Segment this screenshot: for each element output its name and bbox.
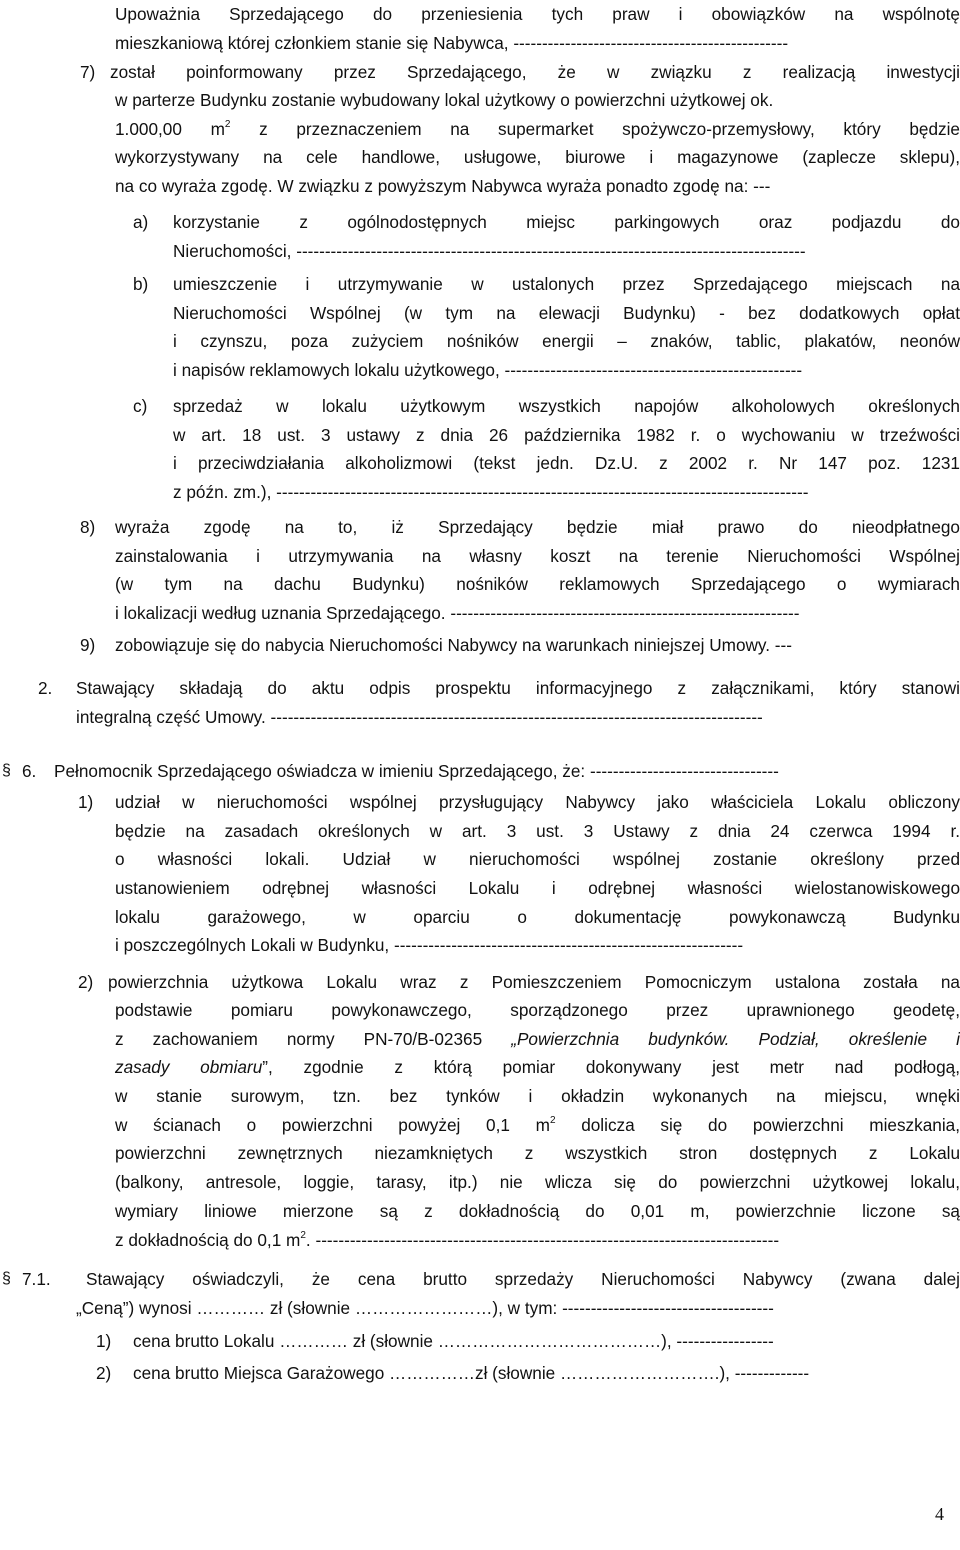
text-line: Stawający oświadczyli, że cena brutto sprzedaży Nieruchomości Nabywcy (zwana dalej (86, 1269, 960, 1289)
text-line: z zachowaniem normy PN-70/B-02365 „Powierzchnia budynków. Podział, określenie i (115, 1028, 960, 1049)
sub-item-a (133, 208, 960, 265)
text-line: Pełnomocnik Sprzedającego oświadcza w imieniu Sprzedającego, że: --------------------------------- (54, 761, 779, 781)
sub-item-c (133, 392, 960, 507)
section-number: 6. (22, 761, 37, 781)
section-6-item-2-body (115, 996, 960, 1254)
sub-item-label: a) (133, 212, 149, 232)
section-7-1 (22, 1265, 960, 1294)
text-line: o własności lokali. Udział w nieruchomości wspólnej zostanie określony przed (115, 849, 960, 870)
text-line: został poinformowany przez Sprzedającego, że w związku z realizacją inwestycji (110, 62, 960, 82)
text-line: zobowiązuje się do nabycia Nieruchomości Nabywcy na warunkach niniejszej Umowy. --- (115, 635, 792, 655)
section-7-1-body (76, 1294, 960, 1323)
page-number: 4 (935, 1504, 944, 1524)
item-number: 9) (80, 635, 96, 655)
text-line: mieszkaniową której członkiem stanie się Nabywca, ------------------------------------------------ (115, 32, 789, 53)
text-line: zainstalowania i utrzymywania na własny koszt na terenie Nieruchomości Wspólnej (115, 545, 960, 566)
text-line: z późn. zm.), --------------------------------------------------------------------------------------------- (173, 482, 809, 503)
section-number: 7.1. (22, 1269, 51, 1289)
paragraph-2 (38, 674, 960, 731)
item-number: 2) (96, 1363, 112, 1383)
text-line: w parterze Budynku zostanie wybudowany lokal użytkowy o powierzchni użytkowej ok. (115, 90, 774, 110)
list-item-9 (80, 631, 960, 660)
text-line: sprzedaż w lokalu użytkowym wszystkich napojów alkoholowych określonych (173, 396, 960, 416)
text-line: integralną część Umowy. -------------------------------------------------------------------------------------- (76, 706, 763, 727)
section-6 (22, 757, 960, 786)
item-number: 8) (80, 517, 96, 537)
text-line: ustanowieniem odrębnej własności Lokalu i odrębnej własności wielostanowiskowego (115, 878, 960, 899)
section-mark: § (2, 1270, 11, 1287)
section-mark: § (2, 762, 11, 779)
text-line: udział w nieruchomości wspólnej przysługujący Nabywcy jako właściciela Lokalu obliczony (115, 792, 960, 812)
text-line: korzystanie z ogólnodostępnych miejsc parkingowych oraz podjazdu do (173, 212, 960, 232)
list-item-8 (80, 513, 960, 628)
text-line: i napisów reklamowych lokalu użytkowego, ---------------------------------------------------- (173, 360, 803, 381)
text-line: będzie na zasadach określonych w art. 3 ust. 3 Ustawy z dnia 24 czerwca 1994 r. (115, 820, 960, 841)
text-line: 1.000,00 $m^2$ z przeznaczeniem na supermarket spożywczo-przemysłowy, który będzie (115, 118, 960, 139)
text-line: lokalu garażowego, w oparciu o dokumentację powykonawczą Budynku (115, 906, 960, 927)
text-line: w ścianach o powierzchni powyżej 0,1 $m^2$ dolicza się do powierzchni mieszkania, (115, 1114, 960, 1135)
text-line: w stanie surowym, tzn. bez tynków i okładzin wykonanych na miejscu, wnęki (115, 1086, 960, 1107)
text-line: na co wyraża zgodę. W związku z powyższym Nabywca wyraża ponadto zgodę na: --- (115, 176, 771, 197)
paragraph-number: 2. (38, 678, 53, 698)
text-line: wyraża zgodę na to, iż Sprzedający będzie miał prawo do nieodpłatnego (115, 517, 960, 537)
section-6-item-1 (78, 788, 960, 960)
text-line: (balkony, antresole, loggie, tarasy, itp.) nie wlicza się do powierzchni użytkowej lokalu, (115, 1172, 960, 1193)
sub-item-b (133, 270, 960, 385)
text-line: Upoważnia Sprzedającego do przeniesienia tych praw i obowiązków na wspólnotę (115, 4, 960, 24)
text-line: i przeciwdziałania alkoholizmowi (tekst jedn. Dz.U. z 2002 r. Nr 147 poz. 1231 (173, 453, 960, 474)
text-line: wykorzystywany na cele handlowe, usługowe, biurowe i magazynowe (zaplecze sklepu), (115, 147, 960, 168)
text-line: i lokalizacji według uznania Sprzedającego. ------------------------------------------------------------- (115, 603, 800, 624)
price-item-1 (96, 1327, 960, 1356)
sub-item-label: b) (133, 274, 149, 294)
text-line: cena brutto Miejsca Garażowego ……………zł (słownie ……………………….), ------------- (133, 1363, 810, 1383)
text-line: wymiary liniowe mierzone są z dokładnością do 0,01 m, powierzchnie liczone są (115, 1200, 960, 1221)
text-line: podstawie pomiaru powykonawczego, sporządzonego przez uprawnionego geodetę, (115, 1000, 960, 1020)
text-line: i poszczególnych Lokali w Budynku, ------------------------------------------------------------- (115, 935, 744, 956)
item-number: 2) (78, 972, 94, 992)
sub-item-label: c) (133, 396, 148, 416)
list-item-7-body (115, 86, 960, 201)
text-line: cena brutto Lokalu ………… zł (słownie …………………………………), ----------------- (133, 1331, 774, 1351)
text-line: powierzchni zewnętrznych niezamkniętych z wszystkich stron dostępnych z Lokalu (115, 1143, 960, 1164)
text-line: Nieruchomości, ----------------------------------------------------------------------------------------- (173, 240, 806, 261)
text-line: Stawający składają do aktu odpis prospektu informacyjnego z załącznikami, który stanowi (76, 678, 960, 698)
text-line: zasady obmiaru”, zgodnie z którą pomiar dokonywany jest metr nad podłogą, (115, 1057, 960, 1078)
text-line: w art. 18 ust. 3 ustawy z dnia 26 października 1982 r. o wychowaniu w trzeźwości (173, 424, 960, 445)
price-item-2 (96, 1359, 960, 1388)
section-6-item-2 (78, 968, 960, 997)
list-item-7 (80, 58, 960, 87)
item-number: 1) (96, 1331, 112, 1351)
item-number: 7) (80, 62, 96, 82)
text-line: (w tym na dachu Budynku) nośników reklamowych Sprzedającego o wymiarach (115, 574, 960, 595)
text-line: powierzchnia użytkowa Lokalu wraz z Pomieszczeniem Pomocniczym ustalona została na (108, 972, 960, 992)
text-line: z dokładnością do 0,1 $m^2$. --------------------------------------------------------------------------------- (115, 1229, 780, 1250)
text-line: Nieruchomości Wspólnej (w tym na elewacji Budynku) - bez dodatkowych opłat (173, 302, 960, 323)
paragraph-continuation (115, 0, 960, 57)
item-number: 1) (78, 792, 94, 812)
text-line: umieszczenie i utrzymywanie w ustalonych przez Sprzedającego miejscach na (173, 274, 960, 294)
text-line: i czynszu, poza zużyciem nośników energii – znaków, tablic, plakatów, neonów (173, 331, 960, 352)
text-line: „Ceną”) wynosi ………… zł (słownie ……………………), w tym: ------------------------------------- (76, 1298, 774, 1318)
